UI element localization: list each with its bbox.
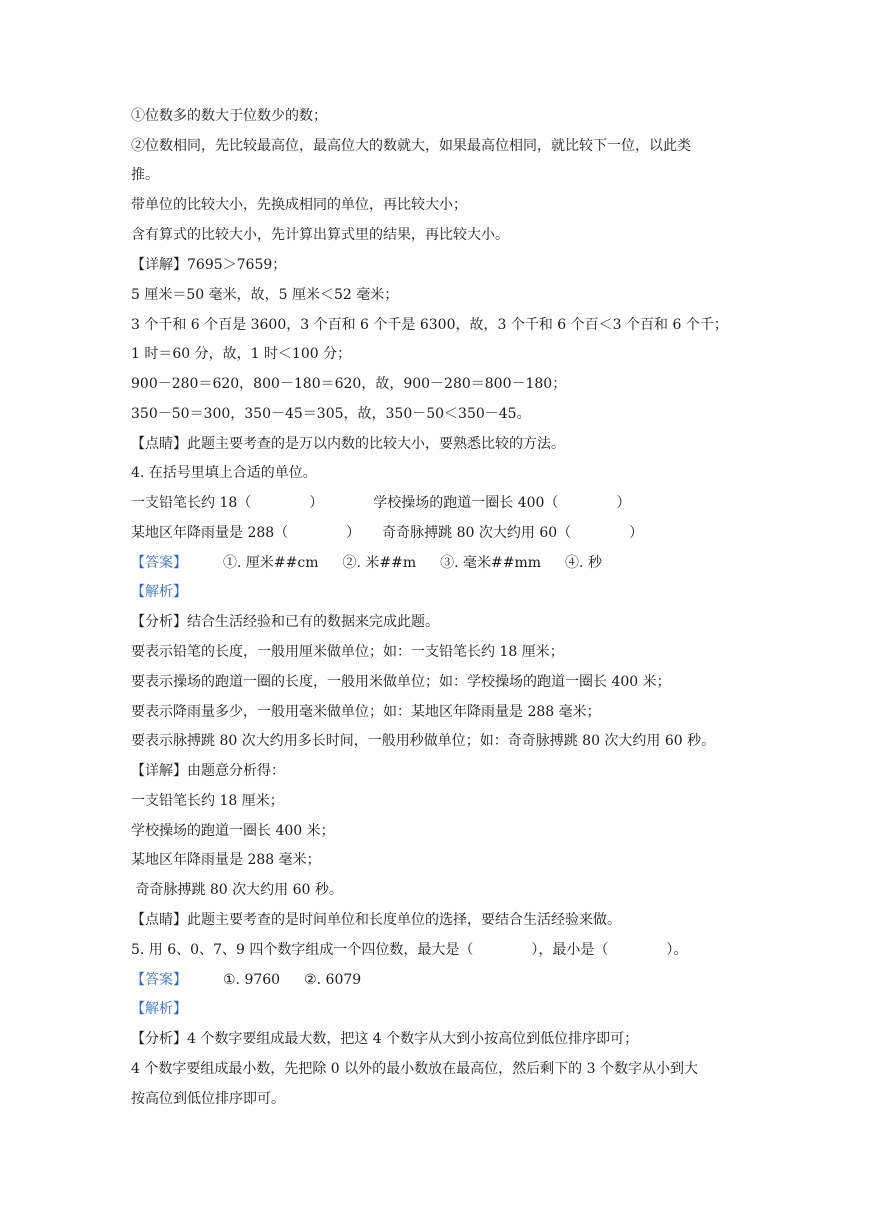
blank-prefix: 一支铅笔长约 18（ <box>131 495 252 511</box>
text-line: 3 个千和 6 个百是 3600，3 个百和 6 个千是 6300，故，3 个千和 6 个百＜3 个百和 6 个千； <box>131 317 728 333</box>
answer-label: 【答案】 <box>131 972 187 988</box>
text-line: 学校操场的跑道一圈长 400 米； <box>131 823 335 839</box>
analysis-label: 【解析】 <box>131 1001 187 1017</box>
text-line: 要表示降雨量多少，一般用毫米做单位；如：某地区年降雨量是 288 毫米； <box>131 704 601 720</box>
text-line: 按高位到低位排序即可。 <box>131 1091 285 1107</box>
blank-suffix: ）。 <box>666 942 688 958</box>
text-line: 【详解】由题意分析得： <box>131 763 285 779</box>
text-line: 【点睛】此题主要考查的是时间单位和长度单位的选择，要结合生活经验来做。 <box>131 912 621 928</box>
blank-suffix: ） <box>309 495 324 511</box>
question-5-title <box>131 939 687 961</box>
text-line: 要表示铅笔的长度，一般用厘米做单位；如：一支铅笔长约 18 厘米； <box>131 644 564 660</box>
text-line: 一支铅笔长约 18 厘米； <box>131 793 284 809</box>
answer-label: 【答案】 <box>131 555 187 571</box>
text-line: 5 厘米＝50 毫米，故，5 厘米＜52 毫米； <box>131 287 399 303</box>
text-line: 【点睛】此题主要考查的是万以内数的比较大小，要熟悉比较的方法。 <box>131 436 565 452</box>
blank-suffix: ） <box>346 525 361 541</box>
text-line: 【分析】4 个数字要组成最大数，把这 4 个数字从大到小按高位到低位排序即可； <box>131 1031 639 1047</box>
blank-prefix: 奇奇脉搏跳 80 次大约用 60（ <box>382 525 572 541</box>
answer-item: ③. 毫米##mm <box>440 555 542 571</box>
text-line: 350－50＝300，350－45＝305，故，350－50＜350－45。 <box>131 406 531 422</box>
answer-item: ①. 厘米##cm <box>223 555 319 571</box>
blank-prefix: 5. 用 6、0、7、9 四个数字组成一个四位数，最大是（ <box>131 942 474 958</box>
text-line: 带单位的比较大小，先换成相同的单位，再比较大小； <box>131 197 467 213</box>
text-line: 某地区年降雨量是 288 毫米； <box>131 852 321 868</box>
text-line: ②位数相同，先比较最高位，最高位大的数就大，如果最高位相同，就比较下一位，以此类 <box>131 138 691 154</box>
answer-line <box>131 969 361 991</box>
text-line: 含有算式的比较大小，先计算出算式里的结果，再比较大小。 <box>131 227 509 243</box>
blank-suffix: ） <box>629 525 644 541</box>
question-4-title: 4. 在括号里填上合适的单位。 <box>131 465 317 481</box>
text-line: 【分析】结合生活经验和已有的数据来完成此题。 <box>131 614 439 630</box>
text-line: 1 时＝60 分，故，1 时＜100 分； <box>131 346 352 362</box>
answer-line <box>131 552 602 574</box>
text-line: 推。 <box>131 167 159 183</box>
text-line: 奇奇脉搏跳 80 次大约用 60 秒。 <box>131 882 343 898</box>
blank-middle: ），最小是（ <box>531 942 609 958</box>
blank-suffix: ） <box>616 495 631 511</box>
text-line: 4 个数字要组成最小数，先把除 0 以外的最小数放在最高位，然后剩下的 3 个数字从小到大 <box>131 1061 698 1077</box>
answer-item: ④. 秒 <box>565 555 602 571</box>
analysis-label: 【解析】 <box>131 584 187 600</box>
question-4-row-1 <box>131 492 630 514</box>
answer-item: ②. 米##m <box>342 555 417 571</box>
text-line: 900－280＝620，800－180＝620，故，900－280＝800－180； <box>131 376 567 392</box>
answer-item: ①. 9760 <box>223 972 281 988</box>
text-line: ①位数多的数大于位数少的数； <box>131 108 327 124</box>
blank-prefix: 学校操场的跑道一圈长 400（ <box>373 495 559 511</box>
question-4-row-2 <box>131 522 643 544</box>
text-line: 要表示脉搏跳 80 次大约用多长时间，一般用秒做单位；如：奇奇脉搏跳 80 次大约用 60 秒。 <box>131 733 716 749</box>
answer-item: ②. 6079 <box>304 972 362 988</box>
text-line: 要表示操场的跑道一圈的长度，一般用米做单位；如：学校操场的跑道一圈长 400 米； <box>131 674 671 690</box>
text-line: 【详解】7695＞7659； <box>131 257 287 273</box>
blank-prefix: 某地区年降雨量是 288（ <box>131 525 289 541</box>
